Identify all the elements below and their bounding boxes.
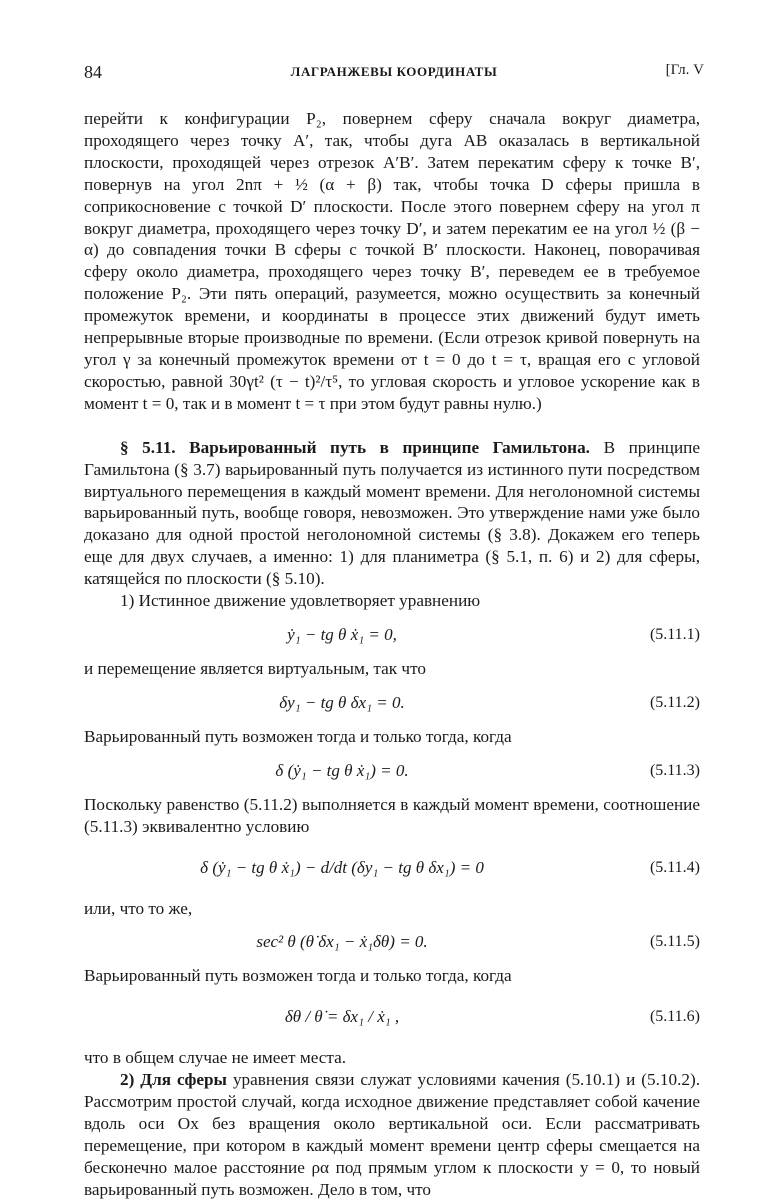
equation-number: (5.11.4) <box>649 858 700 876</box>
equation-formula: δy₁ − tg θ δx₁ = 0. <box>279 692 405 712</box>
equation-number: (5.11.2) <box>649 693 700 711</box>
equation-formula: δ (ẏ₁ − tg θ ẋ₁) − d/dt (δy₁ − tg θ δx₁) = 0 <box>200 857 484 877</box>
equation <box>84 987 700 1047</box>
equation <box>84 919 700 965</box>
equation-number: (5.11.6) <box>649 1008 700 1026</box>
equation-formula: δθ / θ̇ = δx₁ / ẋ₁ , <box>284 1007 400 1027</box>
section-paragraph <box>84 437 700 590</box>
equation-number: (5.11.5) <box>649 933 700 951</box>
equation-formula: δ (ẏ₁ − tg θ ẋ₁) = 0. <box>275 760 409 780</box>
equation-formula: sec² θ (θ̇ δx₁ − ẋ₁δθ) = 0. <box>256 932 428 952</box>
page-body <box>84 108 700 1201</box>
equation <box>84 680 700 726</box>
section-heading: § 5.11. Варьированный путь в принципе Гамильтона. <box>120 437 590 457</box>
paragraph: и перемещение является виртуальным, так что <box>84 658 426 678</box>
running-title: ЛАГРАНЖЕВЫ КООРДИНАТЫ <box>290 64 498 79</box>
equation <box>84 838 700 898</box>
equation-number: (5.11.3) <box>649 761 700 779</box>
section-text: В принципе Гамильтона (§ 3.7) варьированный путь получается из истинного пути посредством виртуального перемещения в каждый момент времени. Для неголономной системы варьированный путь, вообще говоря, невозможен. Это утверждение нами уже было доказано для одной простой неголономной системы (§ 3.8). Докажем его теперь еще для двух случаев, а именно: 1) для планиметра (§ 5.1, п. 6) и 2) для сферы, катящейся по плоскости (§ 5.10). <box>84 437 701 589</box>
paragraph <box>84 1069 700 1200</box>
paragraph: 1) Истинное движение удовлетворяет уравнению <box>120 591 481 611</box>
page-header <box>84 62 704 82</box>
chapter-label: [Гл. V <box>665 62 704 78</box>
paragraph: Варьированный путь возможен тогда и только тогда, когда <box>84 726 512 746</box>
paragraph: Поскольку равенство (5.11.2) выполняется в каждый момент времени, соотношение (5.11.3) эквивалентно условию <box>84 794 700 836</box>
paragraph-lead: 2) Для сферы <box>120 1070 227 1090</box>
paragraph: перейти к конфигурации P₂, повернем сферу сначала вокруг диаметра, проходящего через точку A′, так, чтобы дуга AB оказалась в вертикальной плоскости, проходящей через отрезок A′B′. Затем перекатим сферу к точке B′, повернув на угол 2nπ + ½ (α + β) так, чтобы точка D сферы пришла в соприкосновение с точкой D′ плоскости. После этого повернем сферу на угол π вокруг диаметра, проходящего через точку D′, и затем перекатим ее на угол ½ (β − α) до совпадения точки B сферы с точкой B′ плоскости. Наконец, поворачивая сферу около диаметра, проходящего через точку B′, переведем ее в требуемое положение P₂. Эти пять операций, разумеется, можно осуществить за конечный промежуток времени, и координаты в процессе этих движений будут иметь непрерывные вторые производные по времени. (Если отрезок кривой повернуть на угол γ за конечный промежуток времени от t = 0 до t = τ, вращая его с угловой скоростью, равной 30γt² (τ − t)²/τ⁵, то угловая скорость и угловое ускорение как в момент t = 0, так и в момент t = τ при этом будут равны нулю.) <box>84 109 700 413</box>
paragraph-text: уравнения связи служат условиями качения (5.10.1) и (5.10.2). Рассмотрим простой случай, когда исходное движение представляет собой качение вдоль оси Ox без вращения около вертикальной оси. Если рассматривать перемещение, при котором в каждый момент времени центр сферы смещается на бесконечно малое расстояние ρα под прямым углом к плоскости y = 0, то новый варьированный путь возможен. Дело в том, что <box>84 1070 701 1199</box>
paragraph: Варьированный путь возможен тогда и только тогда, когда <box>84 966 512 986</box>
equation <box>84 612 700 658</box>
equation-number: (5.11.1) <box>649 625 700 643</box>
page-number: 84 <box>84 62 102 82</box>
paragraph: или, что то же, <box>84 898 193 918</box>
paragraph: что в общем случае не имеет места. <box>84 1048 347 1068</box>
equation <box>84 748 700 794</box>
equation-formula: ẏ₁ − tg θ ẋ₁ = 0, <box>287 624 397 644</box>
